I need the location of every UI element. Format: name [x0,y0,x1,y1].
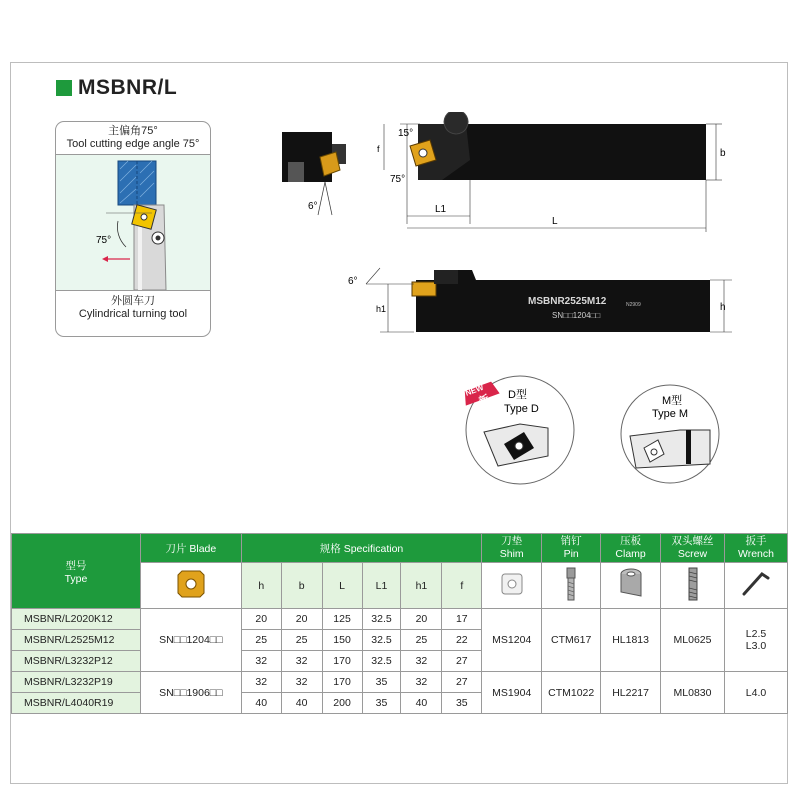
value-cell: 40 [241,693,281,714]
value-cell: 22 [442,630,482,651]
clamp-icon [616,566,646,602]
type-header [12,534,141,609]
panel-footer-en: Cylindrical turning tool [78,308,188,320]
h-label: h [720,302,726,313]
blade-header: 刀片 Blade [140,534,241,563]
col-h: h [241,563,281,609]
detail-angle-label: 6° [308,201,318,212]
type-m-circle [618,382,722,486]
screw-cell-2: ML0830 [661,672,725,714]
value-cell: 27 [442,651,482,672]
blade-cell-1204: SN□□1204□□ [140,609,241,672]
value-cell: 125 [322,609,362,630]
type-d-callout [462,370,578,486]
wrench-header-en: Wrench [737,548,774,560]
clamp-cell-1: HL1813 [601,609,661,672]
value-cell: 170 [322,651,362,672]
value-cell: 32.5 [362,609,401,630]
type-cell: MSBNR/L2525M12 [12,630,141,651]
value-cell: 20 [241,609,281,630]
type-m-en: Type M [652,408,689,420]
type-m-callout [618,382,722,486]
wrench-icon-cell [724,563,787,609]
title-marker [56,80,72,96]
col-L: L [322,563,362,609]
L1-label: L1 [435,204,447,215]
value-cell: 25 [401,630,442,651]
workpiece-diagram [56,155,210,290]
value-cell: 32 [401,651,442,672]
L-label: L [552,216,558,227]
engraving-code: N2909 [626,302,641,308]
engraving-insert: SN□□1204□□ [552,311,601,320]
clamp-cell-2: HL2217 [601,672,661,714]
screw-cell-1: ML0625 [661,609,725,672]
panel-header-en: Tool cutting edge angle 75° [66,138,200,150]
insert-detail-view [282,132,346,215]
value-cell: 20 [281,609,322,630]
angle-75-label: 75° [390,174,406,185]
col-h1: h1 [401,563,442,609]
shim-header [482,534,542,563]
pin-cell-1: CTM617 [542,609,601,672]
value-cell: 200 [322,693,362,714]
value-cell: 35 [362,693,401,714]
pin-header-en: Pin [563,548,579,560]
cutting-angle-panel [55,121,211,337]
value-cell: 150 [322,630,362,651]
value-cell: 25 [281,630,322,651]
value-cell: 32.5 [362,651,401,672]
clamp-header-en: Clamp [615,548,646,560]
type-d-circle [462,370,578,486]
hex-key-icon [738,566,774,602]
pin-header [542,534,601,563]
value-cell: 27 [442,672,482,693]
screw-header-en: Screw [677,548,708,560]
panel-illustration [56,155,210,291]
clamp-header-cn: 压板 [620,535,642,547]
value-cell: 32 [281,651,322,672]
pin-cell-2: CTM1022 [542,672,601,714]
value-cell: 32 [281,672,322,693]
panel-footer [56,291,210,321]
type-cell: MSBNR/L3232P19 [12,672,141,693]
col-b: b [281,563,322,609]
screw-icon-cell [661,563,725,609]
value-cell: 40 [281,693,322,714]
wrench-cell-2: L4.0 [724,672,787,714]
type-d-cn: D型 [508,389,527,401]
side-angle-label: 6° [348,276,358,287]
square-insert-icon [174,567,208,601]
wrench-header-cn: 扳手 [745,535,767,547]
type-cell: MSBNR/L3232P12 [12,651,141,672]
col-L1: L1 [362,563,401,609]
side-view-drawing [340,262,740,342]
wrench-size-1: L2.5 [745,628,767,640]
value-cell: 25 [241,630,281,651]
spec-table [11,533,788,714]
wrench-size-2: L3.0 [745,640,767,652]
engraving-model: MSBNR2525M12 [528,296,607,307]
panel-header [56,122,210,155]
value-cell: 35 [442,693,482,714]
screw-icon [678,566,708,602]
shim-icon-cell [482,563,542,609]
shim-icon [498,570,526,598]
type-header-cn: 型号 [65,559,87,572]
wrench-cell-1 [724,609,787,672]
panel-angle-label: 75° [96,235,112,246]
shim-header-cn: 刀垫 [501,535,523,547]
shim-cell-1: MS1204 [482,609,542,672]
value-cell: 35 [362,672,401,693]
clamp-header [601,534,661,563]
col-f: f [442,563,482,609]
b-label: b [720,148,726,159]
type-m-cn: M型 [662,395,683,407]
value-cell: 170 [322,672,362,693]
value-cell: 17 [442,609,482,630]
angle-15-label: 15° [398,128,414,139]
value-cell: 40 [401,693,442,714]
blade-cell-1906: SN□□1906□□ [140,672,241,714]
screw-header [661,534,725,563]
value-cell: 32 [241,651,281,672]
type-cell: MSBNR/L4040R19 [12,693,141,714]
title-text: MSBNR/L [78,76,178,99]
clamp-icon-cell [601,563,661,609]
top-view-drawing [270,112,740,242]
panel-footer-cn: 外圆车刀 [111,295,155,307]
wrench-header [724,534,787,563]
pin-icon [556,566,586,602]
type-d-en: Type D [504,403,539,415]
value-cell: 32 [401,672,442,693]
panel-header-cn: 主偏角75° [108,125,158,137]
value-cell: 32 [241,672,281,693]
spec-header: 规格 Specification [241,534,481,563]
type-cell: MSBNR/L2020K12 [12,609,141,630]
pin-header-cn: 销钉 [560,535,582,547]
shim-header-en: Shim [499,548,524,560]
new-badge-cn: 新 [477,393,491,408]
value-cell: 20 [401,609,442,630]
shim-cell-2: MS1904 [482,672,542,714]
f-label: f [377,144,380,154]
screw-header-cn: 双头螺丝 [671,535,714,547]
h1-label: h1 [376,304,387,314]
blade-icon-cell [140,563,241,609]
value-cell: 32.5 [362,630,401,651]
page-title [56,76,177,100]
new-badge: NEW [464,382,485,398]
type-header-en: Type [64,572,88,585]
holder-top-view [377,112,726,232]
pin-icon-cell [542,563,601,609]
